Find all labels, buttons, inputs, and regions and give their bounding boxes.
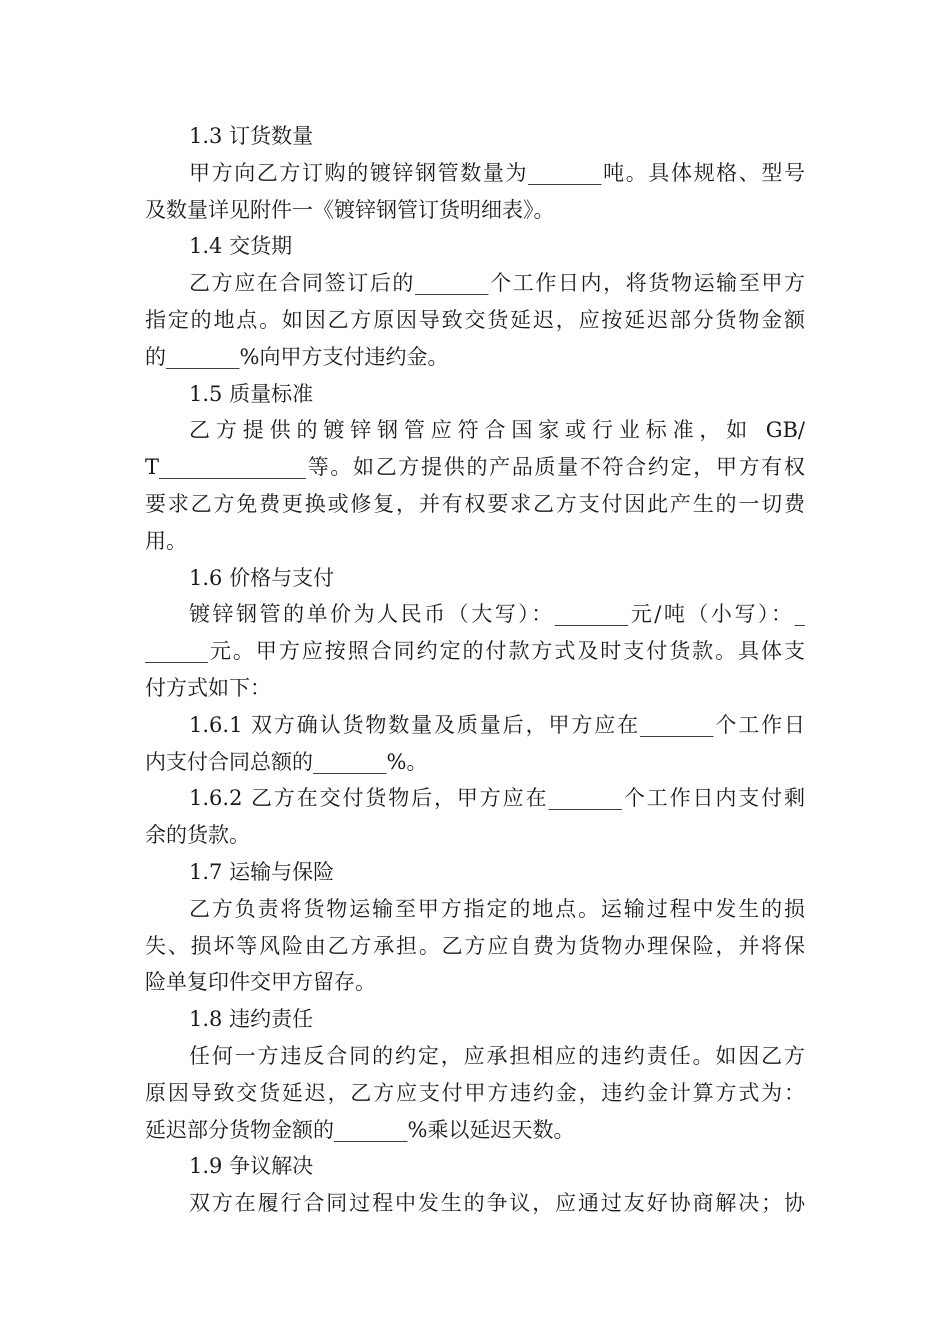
document-line: 余的货款。: [145, 823, 250, 848]
document-line: 乙方负责将货物运输至甲方指定的地点。运输过程中发生的损: [189, 896, 805, 921]
document-line: 1.8 违约责任: [189, 1007, 314, 1032]
document-line: 1.6.1 双方确认货物数量及质量后，甲方应在_______个工作日: [189, 712, 805, 737]
document-line: 及数量详见附件一《镀锌钢管订货明细表》。: [145, 197, 555, 222]
document-line: 险单复印件交甲方留存。: [145, 970, 376, 995]
document-line: 的_______%向甲方支付违约金。: [145, 344, 449, 369]
document-line: 1.3 订货数量: [189, 124, 314, 148]
document-page: [145, 118, 805, 1222]
document-line: 失、损坏等风险由乙方承担。乙方应自费为货物办理保险，并将保: [145, 933, 805, 958]
document-line: 指定的地点。如因乙方原因导致交货延迟，应按延迟部分货物金额: [145, 307, 805, 332]
document-line: 1.5 质量标准: [189, 381, 314, 406]
document-line: 付方式如下：: [145, 675, 271, 700]
document-line: T______________等。如乙方提供的产品质量不符合约定，甲方有权: [145, 455, 805, 480]
document-line: 原因导致交货延迟，乙方应支付甲方违约金，违约金计算方式为：: [145, 1080, 805, 1105]
document-line: 甲方向乙方订购的镀锌钢管数量为_______吨。具体规格、型号: [189, 160, 805, 185]
document-line: 要求乙方免费更换或修复，并有权要求乙方支付因此产生的一切费: [145, 491, 805, 516]
document-line: 双方在履行合同过程中发生的争议，应通过友好协商解决；协: [189, 1191, 805, 1216]
document-line: 1.7 运输与保险: [189, 859, 335, 884]
document-line: 任何一方违反合同的约定，应承担相应的违约责任。如因乙方: [189, 1043, 805, 1068]
document-line: 1.9 争议解决: [189, 1154, 314, 1179]
document-line: 延迟部分货物金额的_______%乘以延迟天数。: [145, 1117, 575, 1142]
document-line: 镀锌钢管的单价为人民币（大写）：_______元/吨（小写）：_: [189, 602, 805, 627]
document-line: 1.6.2 乙方在交付货物后，甲方应在_______个工作日内支付剩: [189, 786, 805, 811]
document-line: ______元。甲方应按照合同约定的付款方式及时支付货款。具体支: [145, 639, 805, 664]
document-line: 内支付合同总额的_______%。: [145, 749, 428, 774]
document-line: 乙方提供的镀锌钢管应符合国家或行业标准，如 GB/: [189, 418, 805, 443]
document-line: 1.4 交货期: [189, 234, 293, 259]
document-line: 乙方应在合同签订后的_______个工作日内，将货物运输至甲方: [189, 271, 805, 296]
document-line: 用。: [145, 528, 187, 553]
document-line: 1.6 价格与支付: [189, 565, 335, 590]
